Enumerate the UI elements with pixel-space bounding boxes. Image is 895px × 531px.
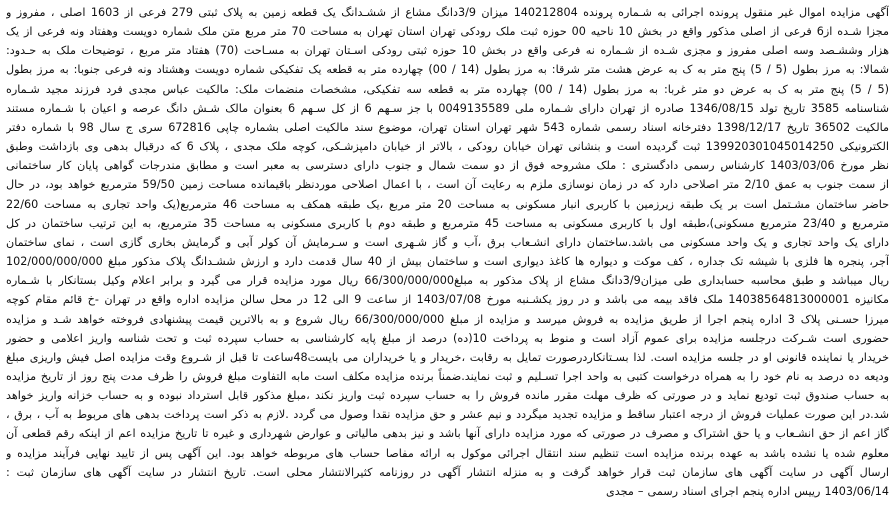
notice-signature-line: 1403/06/14 رییس اداره پنجم اجرای اسناد رسمی – مجدی — [605, 484, 889, 498]
notice-line: هزار وششـصد وسه اصلی مفروز و مجزی شـده از شـماره نه فرعی واقع در بخش 10 حوزه ثبتی رودکی اسـتان تهران به مسـاحت (70) هفتاد متر مربع ، توضیحات ملک به حـدود: — [6, 44, 889, 58]
notice-line: مکانیزه 14038564813000001 ملک فاقد بیمه می باشد و در روز یکشـنبه مورخ 1403/07/08 از ساعت 9 الی 12 در محل سالن مزایده اداره واقع در تهران -خ قائم مقام کوچه — [6, 293, 889, 307]
notice-line: نظر مورخ 1403/03/06 کارشناس رسمی دادگستری : ملک مشروحه فوق از دو سمت شمال و جنوب دارای دسترسی به معبر است و مطابق مندرجات گواهی پایان کار ساختمانی — [6, 159, 889, 173]
notice-line: شد.در این صورت عملیات فروش از درجه اعتبار ساقط و مزایده تجدید میگردد و نیم عشر و حق مزایده نقدا وصول می گردد .لازم به ذکر است پرداخت بدهی های مربوط به آب ، برق ، — [6, 408, 889, 422]
notice-line: شمالا: به مرز بطول (5 / 5) پنج متر به ک به عرض هشت متر شرقا: به مرز بطول (14 / 00) چهارده متر به قطعه یک تفکیکی شماره دویست وهشتاد ونه فرعی جنوبا: به مرز بطول — [6, 63, 889, 77]
notice-line: ریال میباشد و طبق محاسبه حسابداری طی میزان3/9دانگ مشاع از پلاک مذکور به مبلغ66/300/000/000 ریال مورد مزایده قرار می گیرد و برابر اعلام وکیل بستانکار با شـماره — [6, 274, 889, 288]
notice-line: مترمربع و 23/40 مترمربع مسکونی)،طبقه اول با کاربری مسکونی به مساحت 45 مترمربع و طبقه دوم با کاربری مسکونی به مساحت 35 مترمربع، به این ترتیب ساختمان در کل — [6, 216, 889, 230]
notice-line: مالکیت 36502 تاریخ 1398/12/17 دفترخانه اسناد رسمی شماره 543 شهر تهران استان تهران، موضوع سند مالکیت اصلی بشماره چاپی 672816 سری ج سال 98 با شماره دفتر — [6, 120, 889, 134]
notice-line: ارسال آگهی در سایت آگهی های سازمان ثبت قرار خواهد گرفت و به منزله انتشار آگهی در روزنامه کثیرالانتشار محلی است. تاریخ انتشار در سایت آگهی های سازمان ثبت : — [6, 465, 889, 479]
notice-line: ودیعه ده درصد به نام خود را به همراه درخواست کتبی به واحد اجرا تسـلیم و ثبت نمایند.ضمناً برنده مزایده مکلف است مابه التفاوت مبلغ فروش را ظرف مدت پنج روز از تاریخ مزایده — [6, 369, 889, 383]
notice-line: حاضر ساختمان مشـتمل است بر یک طبقه زیرزمین با کاربری انبار مسکونی به مساحت 20 متر مربع ،یک طبقه همکف به مساحت 46 مترمربع(یک واحد تجاری به مساحت 22/60 — [6, 197, 889, 211]
notice-line: الکترونیکی 139920301045014250 ثبت گردیده است و بنشانی تهران خیابان رودکی ، بالاتر از خیابان دامپزشـکی، کوچه ملک مجدی ، پلاک 6 که درقبال بدهی وی بازداشت وطبق — [6, 140, 889, 154]
notice-line: دارای یک واحد تجاری و یک واحد مسکونی می باشد.ساختمان دارای انشـعاب برق ،آب و گاز شـهری است و سـرمایش آن کولر آبی و گرمایش بخاری گازی است ، نمای ساختمان — [6, 235, 889, 249]
notice-line: گاز اعم از حق انشـعاب و یا حق اشتراک و مصرف در صورتی که مورد مزایده دارای آنها باشد و نیز بدهی مالیاتی و عوارض شهرداری و غیره تا تاریخ مزایده اعم از اینکه رقم قطعی آن — [6, 427, 889, 441]
notice-line: حضوری است شـرکت درجلسه مزایده برای عموم آزاد است و منوط به پرداخت 10(ده) درصد از مبلغ پایه کارشناسی به حساب سپرده ثبت و تحت شناسه واریز اعلامی و حضور — [6, 331, 889, 345]
notice-line: به حساب صندوق ثبت تودیع نماید و در صورتی که ظرف مهلت مقرر مانده فروش را به حساب سپرده ثبت واریز نکند ،مبلغ مذکور قابل استرداد نبوده و به حساب خزانه واریز خواهد — [6, 389, 889, 403]
notice-line: (5 / 5) پنج متر به ک به عرض دو متر غربا: به مرز بطول (14 / 00) چهارده متر به قطعه سه تفکیکی، مشخصات منضمات ملک: مالکیت عباس مجدی فرد فرزند مجید شـماره — [6, 82, 889, 96]
notice-line: از سمت جنوب به عمق 2/10 متر اصلاحی دارد که در زمان نوسازی ملزم به رعایت آن است ، با اعمال اصلاحی موردنظر باقیمانده مساحت زمین 59/50 مترمربع خواهد بود، در حال — [6, 178, 889, 192]
notice-line: معلوم شده یا نشده باشد به عهده برنده مزایده است تنظیم سند انتقال اجرائی موکول به ارائه مفاصا حساب های مربوطه خواهد بود. این آگهی پس از تایید نهایی فرآیند مزایده و — [6, 446, 889, 460]
notice-line: آگهی مزایده اموال غیر منقول پرونده اجرائی به شـماره پرونده 140212804 میزان 3/9دانگ مشاع از ششـدانگ یک قطعه زمین به پلاک ثبتی 279 فرعی از 1603 اصلی ، مفروز و — [6, 6, 889, 19]
notice-line: آجر، پنجره ها فلزی با شیشه تک جداره ، کف موکت و دیواره ها کاغذ دیواری است و ساختمان بیش از 40 سال قدمت دارد و ارزش ششـدانگ پلاک مذکور مبلغ 102/000/000/000 — [6, 255, 889, 269]
notice-line: مجزا شـده از6 فرعی از اصلی مذکور واقع در بخش 10 ناحیه 00 حوزه ثبت ملک رودکی تهران استان تهران به مساحت 70 متر مربع متن ملک شماره دویست وهفتاد ونه فرعی از یک — [6, 25, 889, 39]
notice-line: خریدار یا نماینده قانونی او در جلسه مزایده است. لذا بسـتانکاردرصورت تمایل به رقابت ،خریدار و یا خریداران می بایست48ساعت تا قبل از شـروع وقت مزایده اصل فیش واریزی مبلغ — [6, 350, 889, 364]
notice-line: میرزا حسـنی پلاک 3 اداره پنجم اجرا از طریق مزایده به فروش میرسد و مزایده از مبلغ 66/300/000/000 ریال شروع و به بالاترین قیمت پیشنهادی فروخته خواهد شـد و مزایده — [6, 312, 889, 326]
notice-line: شناسنامه 3585 تاریخ تولد 1346/08/15 صادره از تهران دارای شـماره ملی 0049135589 با جز سـهم 6 از کل سـهم 6 بعنوان مالک شـش دانگ عرصه و اعیان با شـماره مستند — [6, 101, 889, 115]
